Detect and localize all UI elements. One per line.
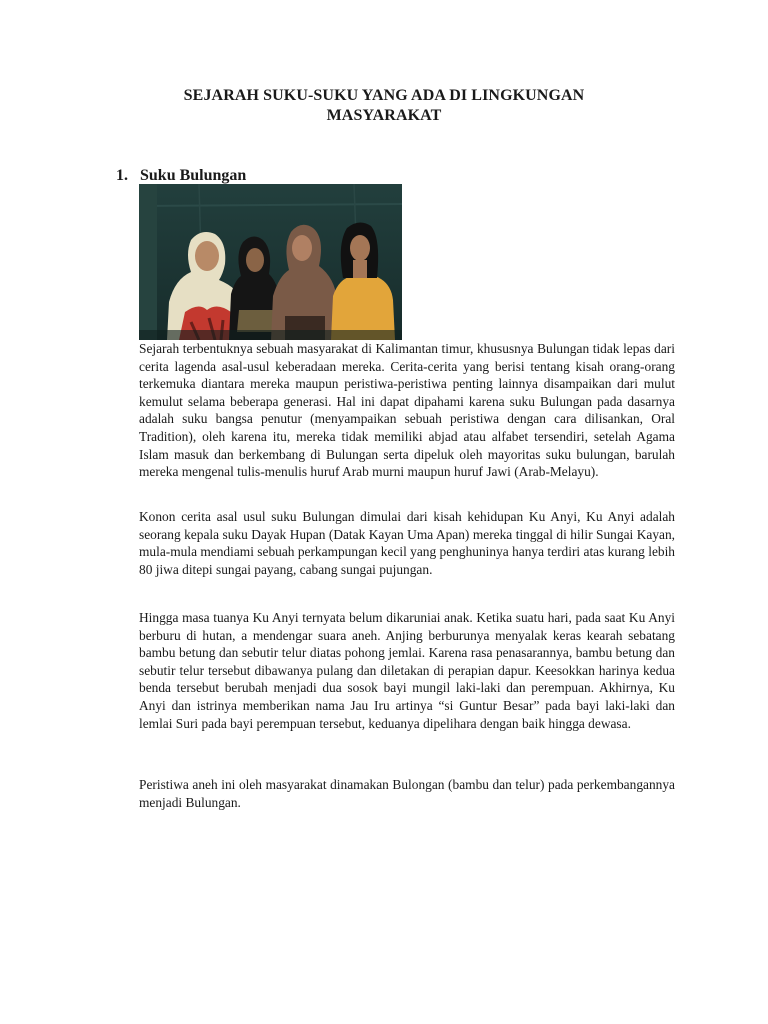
paragraph-1: Sejarah terbentuknya sebuah masyarakat di Kalimantan timur, khususnya Bulungan tidak lepas dari cerita lagenda asal-usul keberadaan mereka. Cerita-cerita yang berisi tentang kisah orang-orang terkemuka diantara mereka maupun peristiwa-peristiwa penting lainnya disampaikan dari mulut kemulut selama beberapa generasi. Hal ini dapat dipahami karena suku Bulungan pada dasarnya adalah suku bangsa penutur (menyampaikan sebuah peristiwa dengan cara dilisankan, Oral Tradition), oleh karena itu, mereka tidak memiliki abjad atau alfabet tersendiri, setelah Agama Islam masuk dan berkembang di Bulungan serta dipeluk oleh mayoritas suku bulungan, barulah mereka mengenal tulis-menulis huruf Arab murni maupun huruf Jawi (Arab-Melayu). — [139, 341, 675, 480]
section-heading — [116, 166, 246, 186]
paragraph-3: Hingga masa tuanya Ku Anyi ternyata belum dikaruniai anak. Ketika suatu hari, pada saat Ku Anyi berburu di hutan, a mendengar suara aneh. Anjing berburunya menyalak keras kearah sebatang bambu betung dan sebutir telur diatas pohong jemlai. Karena rasa penasarannya, bambu betung dan sebutir telur tersebut dibawanya pulang dan diletakan di perapian dapur. Keesokkan harinya kedua benda tersebut berubah menjadi dua sosok bayi mungil laki-laki dan perempuan. Akhirnya, Ku Anyi dan istrinya memberikan nama Jau Iru artinya “si Guntur Besar” pada bayi laki-laki dan lemlai Suri pada bayi perempuan tersebut, keduanya dipelihara dengan baik hingga dewasa. — [139, 610, 675, 731]
group-photo — [139, 184, 402, 340]
title-line-1: SEJARAH SUKU-SUKU YANG ADA DI LINGKUNGAN — [183, 87, 585, 104]
title-line-2: MASYARAKAT — [326, 107, 442, 124]
document-title — [120, 86, 648, 126]
section-title: Suku Bulungan — [140, 167, 247, 184]
paragraph-4: Peristiwa aneh ini oleh masyarakat dinamakan Bulongan (bambu dan telur) pada perkembangannya menjadi Bulungan. — [139, 777, 675, 810]
paragraph-2: Konon cerita asal usul suku Bulungan dimulai dari kisah kehidupan Ku Anyi, Ku Anyi adalah seorang kepala suku Dayak Hupan (Datak Kayan Uma Apan) mereka tinggal di hilir Sungai Kayan, mula-mula mendiami sebuah perkampungan kecil yang penghuninya hanya terdiri atas kurang lebih 80 jiwa ditepi sungai payang, cabang sungai pujungan. — [139, 509, 675, 577]
section-number: 1. — [116, 167, 128, 184]
